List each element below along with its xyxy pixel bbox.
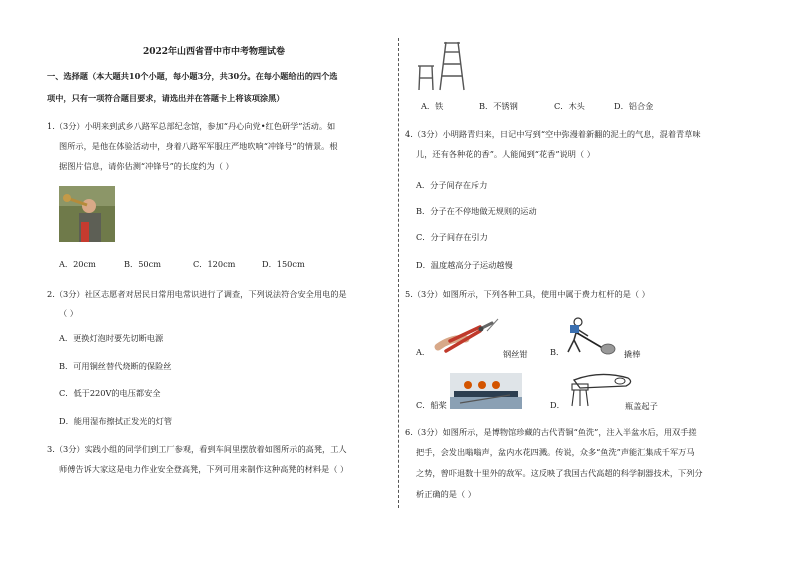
q3-option-a: A．铁 bbox=[421, 101, 444, 111]
q5-option-d: D． bbox=[550, 400, 565, 410]
q5-caption-a: 钢丝钳 bbox=[503, 349, 528, 359]
q5-option-c: C．船桨 bbox=[416, 400, 447, 410]
q5-option-a: A． bbox=[416, 347, 431, 357]
q4-line-2: 儿，还有各种花的香”。人能闻到“花香”说明（ ） bbox=[416, 149, 595, 159]
q4-option-a: A．分子间存在斥力 bbox=[416, 180, 488, 190]
q4-line-1: 4.（3分）小明路青归来，日记中写到“空中弥漫着新翻的泥土的气息，混着青草味 bbox=[405, 129, 701, 139]
q6-line-1: 6.（3分）如图所示，是博物馆珍藏的古代青铜“鱼洗”，注入半盆水后，用双手搓 bbox=[405, 427, 697, 437]
q1-line-2: 图所示，是他在体验活动中，身着八路军军服庄严地吹响“冲锋号”的情景。根 bbox=[59, 141, 338, 151]
pliers-figure bbox=[432, 317, 500, 357]
bugle-photo bbox=[59, 186, 115, 242]
section-heading-line-2: 项中，只有一项符合题目要求，请选出并在答题卡上将该项涂黑） bbox=[47, 93, 285, 103]
q1-line-1: 1.（3分）小明来到武乡八路军总部纪念馆，参加“丹心向党•红色研学”活动。如 bbox=[47, 121, 336, 131]
q3-option-b: B．不锈钢 bbox=[479, 101, 518, 111]
q2-option-a: A．更换灯泡时要先切断电源 bbox=[59, 333, 164, 343]
q6-line-2: 把手，会发出嗡嗡声，盆内水花四溅。传说，众多“鱼洗”声能汇集成千军万马 bbox=[416, 447, 695, 457]
q4-option-d: D．温度越高分子运动越慢 bbox=[416, 260, 513, 270]
q2-option-b: B．可用铜丝替代烧断的保险丝 bbox=[59, 361, 172, 371]
q4-option-b: B．分子在不停地做无规则的运动 bbox=[416, 206, 537, 216]
q2-option-d: D．能用湿布擦拭正发光的灯管 bbox=[59, 416, 173, 426]
q2-option-c: C．低于220V的电压都安全 bbox=[59, 388, 161, 398]
section-heading-line-1: 一、选择题（本大题共10个小题，每小题3分，共30分。在每小题给出的四个选 bbox=[47, 71, 338, 81]
column-divider bbox=[398, 38, 399, 508]
q1-option-b: B．50cm bbox=[124, 259, 161, 269]
q1-option-c: C．120cm bbox=[193, 259, 236, 269]
q4-option-c: C．分子间存在引力 bbox=[416, 232, 488, 242]
q3-line-1: 3.（3分）实践小组的同学们到工厂参观，看到车间里摆放着如图所示的高凳，工人 bbox=[47, 444, 347, 454]
q1-line-3: 据图片信息，请你估测“冲锋号”的长度约为（ ） bbox=[59, 161, 234, 171]
q3-option-d: D．铝合金 bbox=[614, 101, 654, 111]
crowbar-figure bbox=[562, 316, 622, 356]
q6-line-4: 析正确的是（ ） bbox=[416, 489, 476, 499]
q5-line-1: 5.（3分）如图所示，下列各种工具，使用中属于费力杠杆的是（ ） bbox=[405, 289, 650, 299]
q5-caption-d: 瓶盖起子 bbox=[625, 401, 658, 411]
q2-line-2: （ ） bbox=[59, 308, 78, 318]
q1-option-a: A．20cm bbox=[59, 259, 96, 269]
q6-line-3: 之势，曾吓退数十里外的敌军。这反映了我国古代高超的科学制器技术，下列分 bbox=[416, 468, 703, 478]
rowing-photo bbox=[450, 373, 522, 409]
q3-line-2: 师傅告诉大家这是电力作业安全登高凳，下列可用来制作这种高凳的材料是（ ） bbox=[59, 464, 349, 474]
ladder-stool-figure bbox=[416, 40, 474, 92]
q5-caption-b: 撬棒 bbox=[624, 349, 641, 359]
q1-option-d: D．150cm bbox=[262, 259, 305, 269]
q5-option-b: B． bbox=[550, 347, 565, 357]
q3-option-c: C．木头 bbox=[554, 101, 585, 111]
q2-line-1: 2.（3分）社区志愿者对居民日常用电常识进行了调查，下列说法符合安全用电的是 bbox=[47, 289, 347, 299]
paper-title: 2022年山西省晋中市中考物理试卷 bbox=[143, 47, 286, 57]
